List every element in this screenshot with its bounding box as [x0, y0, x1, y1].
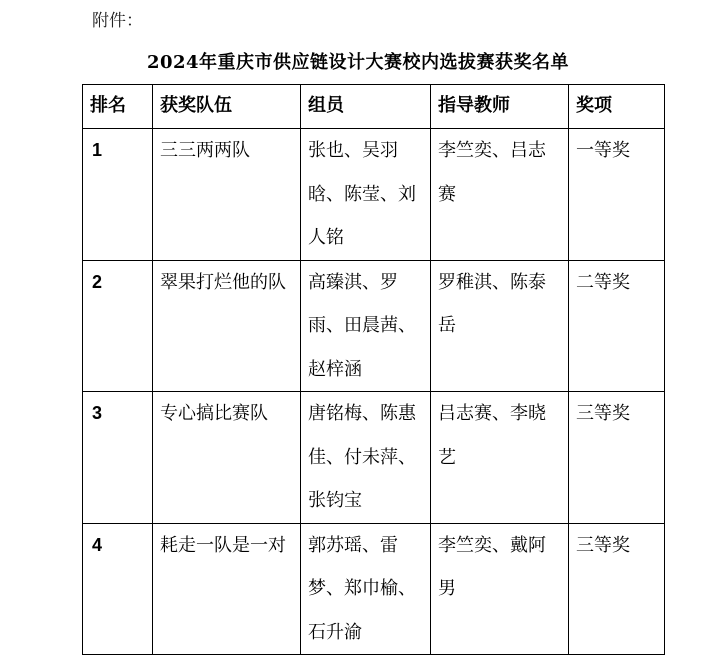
- team-cell: 三三两两队: [153, 129, 301, 261]
- members-cell: 高臻淇、罗雨、田晨茜、赵梓涵: [301, 260, 431, 392]
- document-title: 2024年重庆市供应链设计大赛校内选拔赛获奖名单: [146, 52, 570, 73]
- members-cell: 郭苏瑶、雷梦、郑巾榆、石升渝: [301, 523, 431, 655]
- team-cell: 翠果打烂他的队: [153, 260, 301, 392]
- header-award: 奖项: [569, 85, 665, 129]
- header-team: 获奖队伍: [153, 85, 301, 129]
- header-members: 组员: [301, 85, 431, 129]
- award-list-table: [82, 84, 665, 655]
- header-advisors: 指导教师: [431, 85, 569, 129]
- rank-cell: 2: [83, 260, 153, 392]
- table-row: [83, 260, 665, 392]
- table-row: [83, 523, 665, 655]
- rank-cell: 3: [83, 392, 153, 524]
- table-row: [83, 129, 665, 261]
- advisors-cell: 李竺奕、戴阿男: [431, 523, 569, 655]
- rank-cell: 1: [83, 129, 153, 261]
- header-rank: 排名: [83, 85, 153, 129]
- advisors-cell: 罗稚淇、陈泰岳: [431, 260, 569, 392]
- table-row: [83, 392, 665, 524]
- attachment-label: 附件：: [92, 11, 143, 31]
- advisors-cell: 吕志赛、李晓艺: [431, 392, 569, 524]
- team-cell: 耗走一队是一对: [153, 523, 301, 655]
- award-cell: 二等奖: [569, 260, 665, 392]
- rank-cell: 4: [83, 523, 153, 655]
- team-cell: 专心搞比赛队: [153, 392, 301, 524]
- table-header-row: [83, 85, 665, 129]
- award-cell: 三等奖: [569, 523, 665, 655]
- advisors-cell: 李竺奕、吕志赛: [431, 129, 569, 261]
- members-cell: 唐铭梅、陈惠佳、付未萍、张钧宝: [301, 392, 431, 524]
- award-cell: 三等奖: [569, 392, 665, 524]
- members-cell: 张也、吴羽晗、陈莹、刘人铭: [301, 129, 431, 261]
- award-cell: 一等奖: [569, 129, 665, 261]
